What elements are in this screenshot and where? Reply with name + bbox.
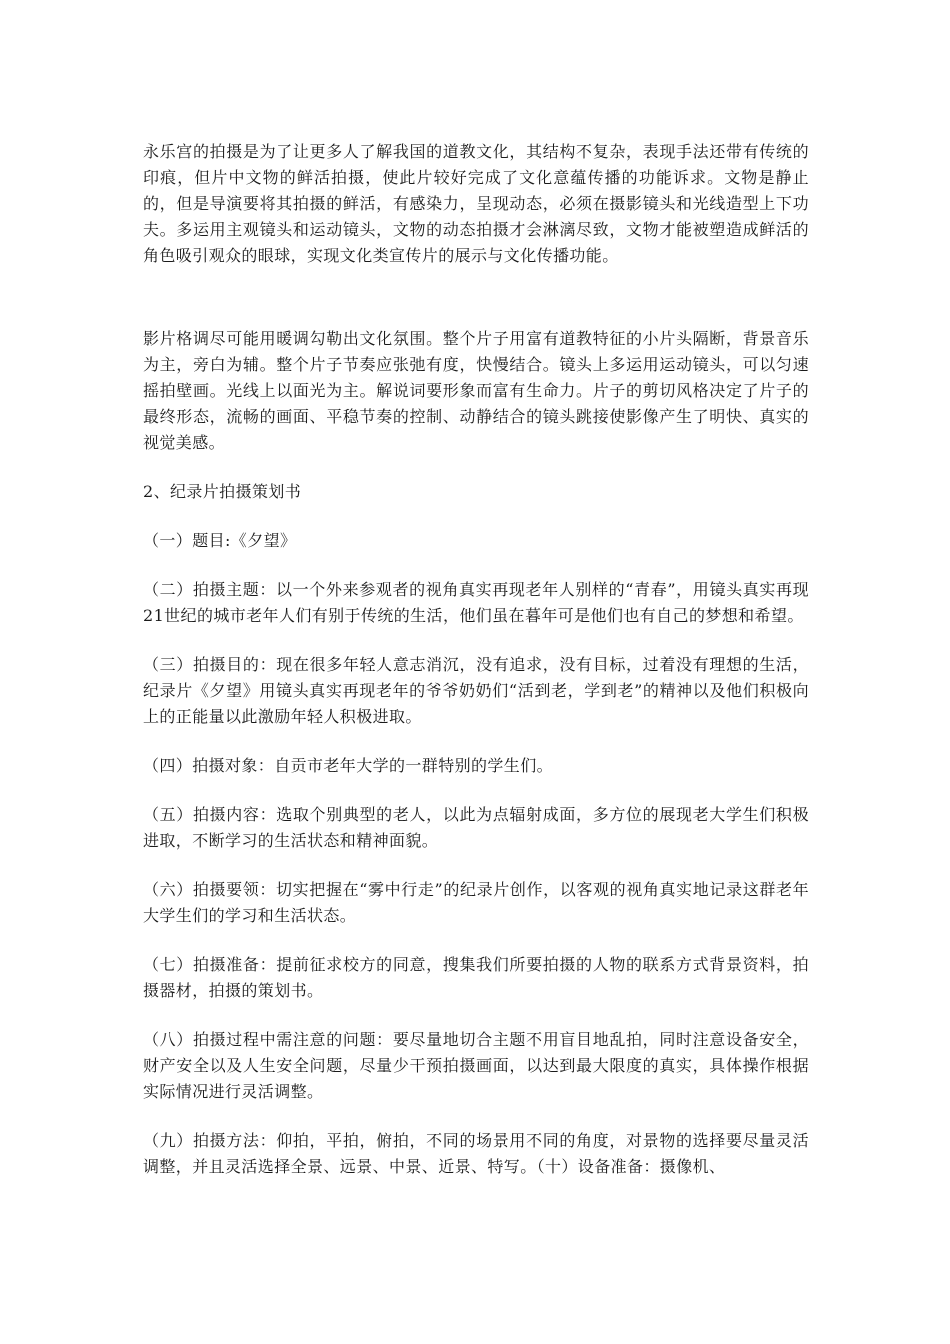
document-body bbox=[143, 139, 809, 1180]
paragraph-spacer bbox=[143, 779, 809, 802]
item-essentials: （六）拍摄要领：切实把握在“雾中行走”的纪录片创作，以客观的视角真实地记录这群老年大学生们的学习和生活状态。 bbox=[143, 880, 809, 925]
paragraph-spacer bbox=[143, 269, 809, 326]
paragraph-yongle-palace: 永乐宫的拍摄是为了让更多人了解我国的道教文化，其结构不复杂，表现手法还带有传统的印痕，但片中文物的鲜活拍摄，使此片较好完成了文化意蕴传播的功能诉求。文物是静止的，但是导演要将其拍摄的鲜活，有感染力，呈现动态，必须在摄影镜头和光线造型上下功夫。多运用主观镜头和运动镜头，文物的动态拍摄才会淋漓尽致，文物才能被塑造成鲜活的角色吸引观众的眼球，实现文化类宣传片的展示与文化传播功能。 bbox=[143, 142, 809, 265]
item-theme: （二）拍摄主题：以一个外来参观者的视角真实再现老年人别样的“青春”，用镜头真实再现21世纪的城市老年人们有别于传统的生活，他们虽在暮年可是他们也有自己的梦想和希望。 bbox=[143, 580, 809, 625]
item-purpose: （三）拍摄目的：现在很多年轻人意志消沉，没有追求，没有目标，过着没有理想的生活，纪录片《夕望》用镜头真实再现老年的爷爷奶奶们“活到老，学到老”的精神以及他们积极向上的正能量以此激励年轻人积极进取。 bbox=[143, 655, 809, 726]
item-subject: （四）拍摄对象：自贡市老年大学的一群特别的学生们。 bbox=[143, 756, 554, 775]
item-precautions: （八）拍摄过程中需注意的问题：要尽量地切合主题不用盲目地乱拍，同时注意设备安全，财产安全以及人生安全问题，尽量少干预拍摄画面，以达到最大限度的真实，具体操作根据实际情况进行灵活调整。 bbox=[143, 1030, 809, 1101]
paragraph-spacer bbox=[143, 1004, 809, 1027]
paragraph-spacer bbox=[143, 1105, 809, 1128]
item-content: （五）拍摄内容：选取个别典型的老人，以此为点辐射成面，多方位的展现老大学生们积极进取，不断学习的生活状态和精神面貌。 bbox=[143, 805, 809, 850]
item-preparation: （七）拍摄准备：提前征求校方的同意，搜集我们所要拍摄的人物的联系方式背景资料，拍摄器材，拍摄的策划书。 bbox=[143, 955, 809, 1000]
section-heading: 2、纪录片拍摄策划书 bbox=[143, 482, 302, 501]
paragraph-spacer bbox=[143, 854, 809, 877]
paragraph-film-style: 影片格调尽可能用暖调勾勒出文化氛围。整个片子用富有道教特征的小片头隔断，背景音乐为主，旁白为辅。整个片子节奏应张弛有度，快慢结合。镜头上多运用运动镜头，可以匀速摇拍壁画。光线上以面光为主。解说词要形象而富有生命力。片子的剪切风格决定了片子的最终形态，流畅的画面、平稳节奏的控制、动静结合的镜头跳接使影像产生了明快、真实的视觉美感。 bbox=[143, 329, 809, 452]
paragraph-spacer bbox=[143, 505, 809, 528]
item-title: （一）题目:《夕望》 bbox=[143, 531, 297, 550]
item-methods: （九）拍摄方法：仰拍，平拍，俯拍，不同的场景用不同的角度，对景物的选择要尽量灵活调整，并且灵活选择全景、远景、中景、近景、特写。（十）设备准备：摄像机、 bbox=[143, 1131, 809, 1176]
paragraph-spacer bbox=[143, 554, 809, 577]
paragraph-spacer bbox=[143, 456, 809, 479]
paragraph-spacer bbox=[143, 629, 809, 652]
paragraph-spacer bbox=[143, 730, 809, 753]
paragraph-spacer bbox=[143, 929, 809, 952]
